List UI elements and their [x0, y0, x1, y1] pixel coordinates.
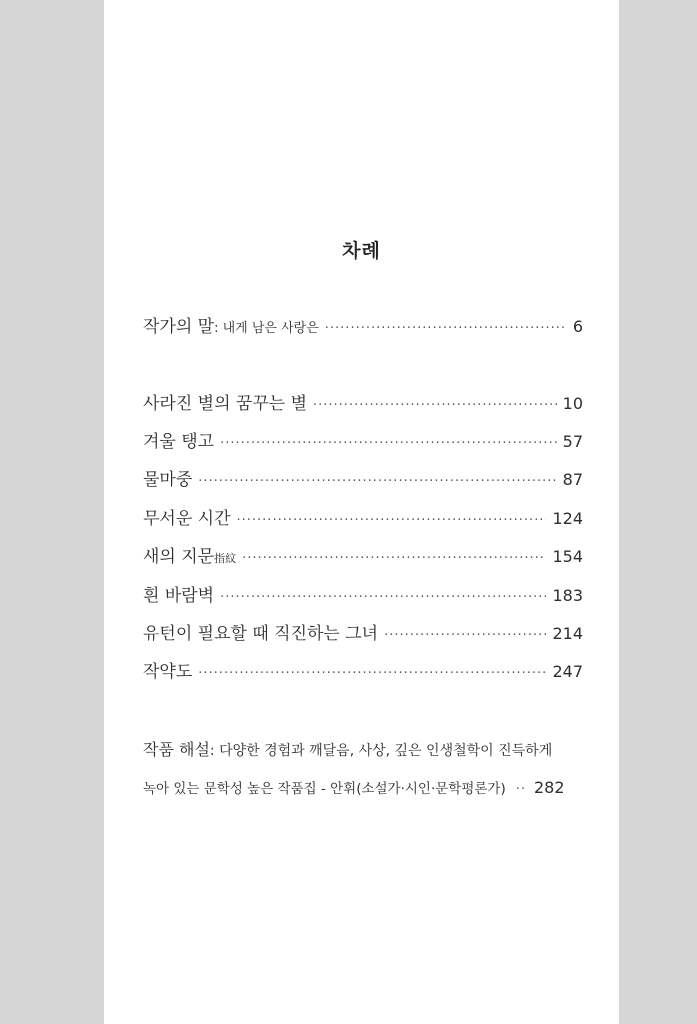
dot-leader — [313, 394, 557, 418]
dot-leader — [325, 317, 567, 341]
page-number: 10 — [562, 394, 583, 413]
toc-entry[interactable] — [143, 622, 583, 648]
toc-entry[interactable] — [143, 584, 583, 610]
entry-title: 겨울 탱고 — [143, 432, 215, 452]
dot-leader — [237, 509, 547, 533]
dot-leader — [384, 624, 546, 648]
toc-entry-preface[interactable] — [143, 315, 583, 341]
toc-entry[interactable] — [143, 468, 583, 494]
page-number: 6 — [572, 317, 583, 336]
toc-entry[interactable] — [143, 430, 583, 456]
page-number: 154 — [552, 547, 583, 566]
dot-leader — [220, 432, 557, 456]
toc-entry-afterword-continued[interactable] — [143, 776, 583, 802]
page-number: 57 — [562, 432, 583, 451]
entry-title: 무서운 시간 — [143, 509, 231, 529]
page-number: 282 — [533, 778, 565, 797]
entry-title: 사라진 별의 꿈꾸는 별 — [143, 394, 308, 414]
afterword-subtitle: : 다양한 경험과 깨달음, 사상, 깊은 인생철학이 진득하게 — [209, 743, 553, 759]
toc-entry-afterword[interactable] — [143, 738, 593, 763]
toc-entry[interactable] — [143, 392, 583, 418]
toc-entry[interactable] — [143, 507, 583, 533]
dot-leader — [198, 662, 546, 686]
dot-leader — [242, 547, 546, 571]
entry-title: 작가의 말: 내게 남은 사랑은 — [143, 317, 319, 337]
toc-entry[interactable] — [143, 660, 583, 686]
toc-title: 차례 — [342, 240, 381, 262]
entry-title: 유턴이 필요할 때 직진하는 그녀 — [143, 624, 379, 644]
page-number: 247 — [552, 662, 583, 681]
page-number: 87 — [562, 470, 583, 489]
entry-title: 작약도 — [143, 662, 193, 682]
dot-leader — [516, 778, 526, 802]
page-number: 183 — [552, 586, 583, 605]
book-page — [104, 0, 619, 1024]
afterword-subtitle-continued: 녹아 있는 문학성 높은 작품집 - 안휘(소설가·시인·문학평론가) — [143, 781, 506, 797]
dot-leader — [198, 470, 556, 494]
entry-title: 새의 지문指紋 — [143, 547, 237, 567]
toc-entry[interactable] — [143, 545, 583, 571]
page-number: 214 — [552, 624, 583, 643]
page-number: 124 — [552, 509, 583, 528]
dot-leader — [220, 586, 546, 610]
entry-title: 물마중 — [143, 470, 193, 490]
afterword-title: 작품 해설 — [143, 740, 210, 759]
entry-title: 흰 바람벽 — [143, 586, 215, 606]
